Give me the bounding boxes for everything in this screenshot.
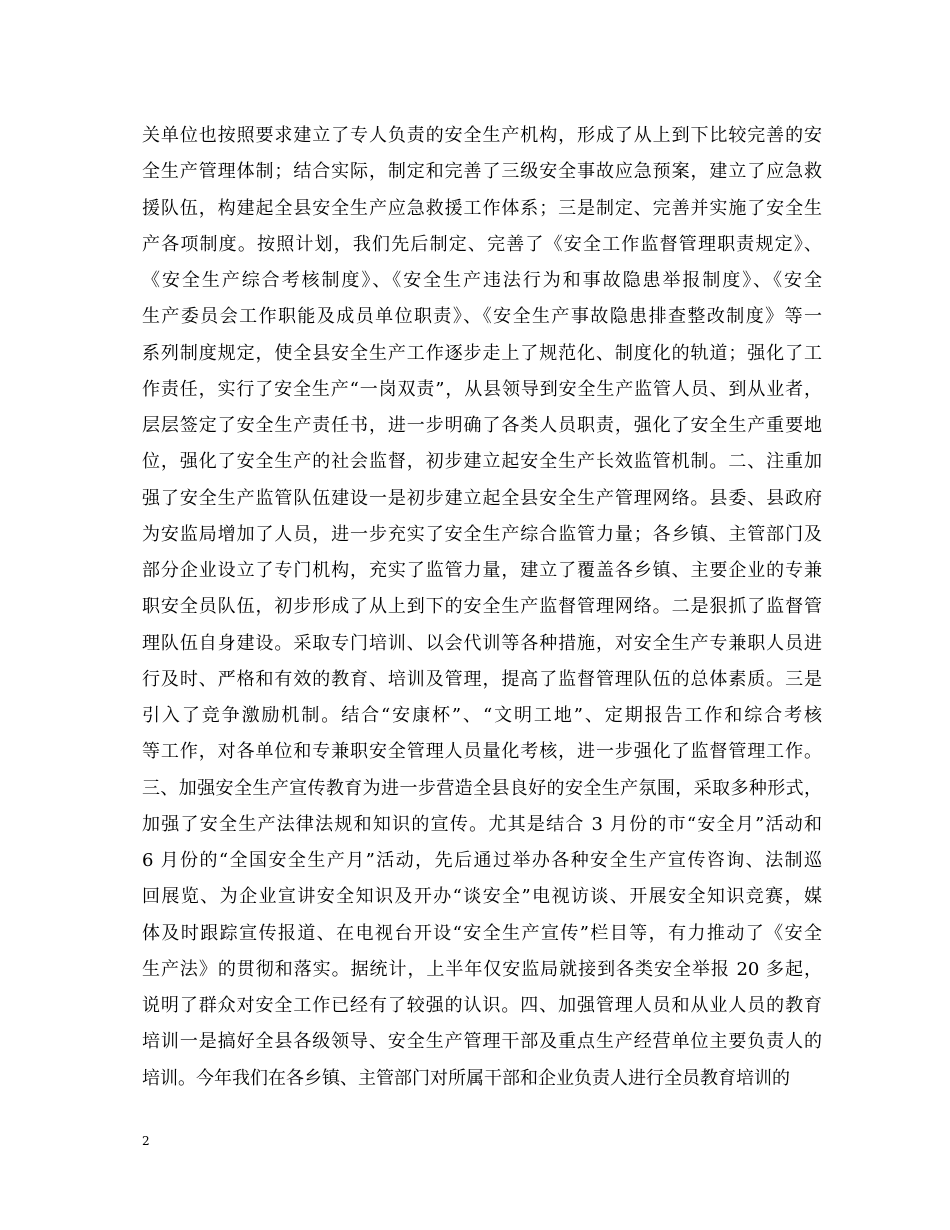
text-line: 生产法》的贯彻和落实。据统计，上半年仅安监局就接到各类安全举报 20 多起， (142, 958, 822, 980)
text-line: 6 月份的“全国安全生产月”活动，先后通过举办各种安全生产宣传咨询、法制巡 (142, 850, 822, 871)
body-text (142, 118, 822, 1097)
text-line: 培训。今年我们在各乡镇、主管部门对所属干部和企业负责人进行全员教育培训的 (142, 1067, 790, 1089)
text-line: 生产委员会工作职能及成员单位职责》、《安全生产事故隐患排查整改制度》等一 (142, 306, 822, 328)
text-line: 理队伍自身建设。采取专门培训、以会代训等各种措施，对安全生产专兼职人员进 (142, 632, 822, 654)
text-line: 层层签定了安全生产责任书，进一步明确了各类人员职责，强化了安全生产重要地 (142, 415, 822, 436)
text-line: 加强了安全生产法律法规和知识的宣传。尤其是结合 3 月份的市“安全月”活动和 (142, 813, 822, 835)
text-line: 部分企业设立了专门机构，充实了监管力量，建立了覆盖各乡镇、主要企业的专兼 (142, 560, 822, 581)
text-line: 作责任，实行了安全生产“一岗双责”，从县领导到安全生产监管人员、到从业者， (142, 378, 822, 400)
text-line: 引入了竞争激励机制。结合“安康杯”、“文明工地”、定期报告工作和综合考核 (142, 705, 822, 726)
text-line: 体及时跟踪宣传报道、在电视台开设“安全生产宣传”栏目等，有力推动了《安全 (142, 922, 822, 944)
text-line: 关单位也按照要求建立了专人负责的安全生产机构，形成了从上到下比较完善的安 (142, 125, 822, 146)
text-line: 产各项制度。按照计划，我们先后制定、完善了《安全工作监督管理职责规定》、 (142, 233, 822, 255)
text-line: 援队伍，构建起全县安全生产应急救援工作体系；三是制定、完善并实施了安全生 (142, 197, 822, 219)
text-line: 全生产管理体制；结合实际，制定和完善了三级安全事故应急预案，建立了应急救 (142, 161, 822, 183)
text-line: 职安全员队伍，初步形成了从上到下的安全生产监督管理网络。二是狠抓了监督管 (142, 596, 822, 618)
text-line: 行及时、严格和有效的教育、培训及管理，提高了监督管理队伍的总体素质。三是 (142, 668, 822, 690)
text-line: 《安全生产综合考核制度》、《安全生产违法行为和事故隐患举报制度》、《安全 (142, 270, 822, 291)
text-line: 位，强化了安全生产的社会监督，初步建立起安全生产长效监管机制。二、注重加 (142, 451, 822, 473)
text-line: 为安监局增加了人员，进一步充实了安全生产综合监管力量；各乡镇、主管部门及 (142, 523, 822, 545)
text-line: 回展览、为企业宣讲安全知识及开办“谈安全”电视访谈、开展安全知识竞赛，媒 (142, 886, 822, 908)
text-line: 系列制度规定，使全县安全生产工作逐步走上了规范化、制度化的轨道；强化了工 (142, 342, 822, 364)
text-line: 三、加强安全生产宣传教育为进一步营造全县良好的安全生产氛围，采取多种形式， (142, 777, 822, 799)
text-line: 强了安全生产监管队伍建设一是初步建立起全县安全生产管理网络。县委、县政府 (142, 487, 822, 509)
text-line: 培训一是搞好全县各级领导、安全生产管理干部及重点生产经营单位主要负责人的 (142, 1031, 822, 1053)
text-line: 等工作，对各单位和专兼职安全管理人员量化考核，进一步强化了监督管理工作。 (142, 741, 822, 763)
text-line: 说明了群众对安全工作已经有了较强的认识。四、加强管理人员和从业人员的教育 (142, 995, 822, 1016)
page-number: 2 (142, 1134, 150, 1148)
